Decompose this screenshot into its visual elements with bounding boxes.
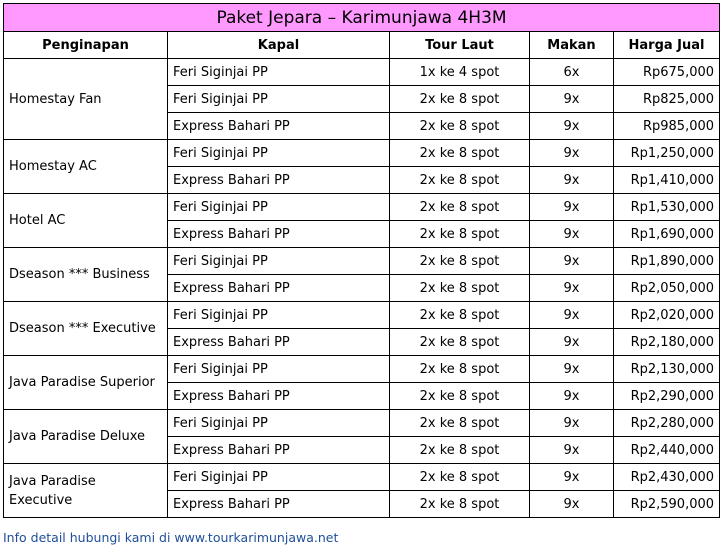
- header-kapal: Kapal: [168, 32, 390, 59]
- price-table: [3, 3, 720, 518]
- cell-tour-laut: 2x ke 8 spot: [390, 113, 530, 140]
- cell-kapal: Feri Siginjai PP: [168, 248, 390, 275]
- cell-tour-laut: 2x ke 8 spot: [390, 221, 530, 248]
- cell-tour-laut: 2x ke 8 spot: [390, 140, 530, 167]
- cell-tour-laut: 2x ke 8 spot: [390, 167, 530, 194]
- cell-kapal: Feri Siginjai PP: [168, 464, 390, 491]
- cell-kapal: Feri Siginjai PP: [168, 356, 390, 383]
- cell-harga-jual: Rp1,410,000: [614, 167, 720, 194]
- table-body: [4, 59, 720, 518]
- table-row: [4, 248, 720, 275]
- cell-kapal: Express Bahari PP: [168, 167, 390, 194]
- price-table-container: [3, 3, 719, 518]
- cell-harga-jual: Rp2,020,000: [614, 302, 720, 329]
- cell-penginapan: Hotel AC: [4, 194, 168, 248]
- cell-harga-jual: Rp675,000: [614, 59, 720, 86]
- table-row: [4, 194, 720, 221]
- cell-kapal: Feri Siginjai PP: [168, 59, 390, 86]
- cell-harga-jual: Rp2,290,000: [614, 383, 720, 410]
- cell-makan: 9x: [530, 383, 614, 410]
- header-penginapan: Penginapan: [4, 32, 168, 59]
- table-title: Paket Jepara – Karimunjawa 4H3M: [4, 4, 720, 32]
- table-row: [4, 356, 720, 383]
- cell-makan: 6x: [530, 59, 614, 86]
- cell-harga-jual: Rp825,000: [614, 86, 720, 113]
- cell-kapal: Feri Siginjai PP: [168, 86, 390, 113]
- cell-kapal: Express Bahari PP: [168, 437, 390, 464]
- cell-tour-laut: 2x ke 8 spot: [390, 329, 530, 356]
- cell-tour-laut: 2x ke 8 spot: [390, 275, 530, 302]
- table-row: [4, 140, 720, 167]
- cell-kapal: Express Bahari PP: [168, 329, 390, 356]
- cell-makan: 9x: [530, 302, 614, 329]
- cell-makan: 9x: [530, 356, 614, 383]
- cell-harga-jual: Rp2,180,000: [614, 329, 720, 356]
- cell-kapal: Feri Siginjai PP: [168, 302, 390, 329]
- cell-kapal: Express Bahari PP: [168, 383, 390, 410]
- cell-makan: 9x: [530, 86, 614, 113]
- cell-kapal: Feri Siginjai PP: [168, 140, 390, 167]
- cell-harga-jual: Rp2,590,000: [614, 491, 720, 518]
- footer-contact-info: Info detail hubungi kami di www.tourkarimunjawa.net: [3, 530, 339, 545]
- cell-penginapan: Dseason *** Business: [4, 248, 168, 302]
- table-row: [4, 59, 720, 86]
- cell-harga-jual: Rp2,280,000: [614, 410, 720, 437]
- cell-harga-jual: Rp1,690,000: [614, 221, 720, 248]
- cell-harga-jual: Rp1,530,000: [614, 194, 720, 221]
- cell-makan: 9x: [530, 329, 614, 356]
- cell-tour-laut: 2x ke 8 spot: [390, 383, 530, 410]
- cell-penginapan: Java Paradise Deluxe: [4, 410, 168, 464]
- cell-harga-jual: Rp2,430,000: [614, 464, 720, 491]
- cell-harga-jual: Rp2,050,000: [614, 275, 720, 302]
- cell-penginapan: Homestay Fan: [4, 59, 168, 140]
- cell-makan: 9x: [530, 275, 614, 302]
- cell-penginapan: Dseason *** Executive: [4, 302, 168, 356]
- cell-kapal: Feri Siginjai PP: [168, 410, 390, 437]
- cell-tour-laut: 2x ke 8 spot: [390, 410, 530, 437]
- cell-harga-jual: Rp1,890,000: [614, 248, 720, 275]
- cell-makan: 9x: [530, 194, 614, 221]
- cell-kapal: Express Bahari PP: [168, 491, 390, 518]
- cell-kapal: Express Bahari PP: [168, 275, 390, 302]
- cell-makan: 9x: [530, 167, 614, 194]
- cell-tour-laut: 2x ke 8 spot: [390, 464, 530, 491]
- table-row: [4, 302, 720, 329]
- cell-kapal: Express Bahari PP: [168, 221, 390, 248]
- cell-penginapan: Java Paradise Executive: [4, 464, 168, 518]
- cell-makan: 9x: [530, 140, 614, 167]
- cell-kapal: Feri Siginjai PP: [168, 194, 390, 221]
- cell-tour-laut: 2x ke 8 spot: [390, 194, 530, 221]
- cell-tour-laut: 2x ke 8 spot: [390, 86, 530, 113]
- cell-makan: 9x: [530, 221, 614, 248]
- header-row: [4, 32, 720, 59]
- cell-makan: 9x: [530, 248, 614, 275]
- cell-makan: 9x: [530, 464, 614, 491]
- cell-kapal: Express Bahari PP: [168, 113, 390, 140]
- title-row: [4, 4, 720, 32]
- header-tour-laut: Tour Laut: [390, 32, 530, 59]
- header-makan: Makan: [530, 32, 614, 59]
- cell-harga-jual: Rp2,440,000: [614, 437, 720, 464]
- cell-tour-laut: 1x ke 4 spot: [390, 59, 530, 86]
- cell-penginapan: Homestay AC: [4, 140, 168, 194]
- cell-harga-jual: Rp1,250,000: [614, 140, 720, 167]
- cell-tour-laut: 2x ke 8 spot: [390, 302, 530, 329]
- cell-makan: 9x: [530, 491, 614, 518]
- cell-penginapan: Java Paradise Superior: [4, 356, 168, 410]
- table-row: [4, 410, 720, 437]
- cell-tour-laut: 2x ke 8 spot: [390, 437, 530, 464]
- cell-makan: 9x: [530, 410, 614, 437]
- cell-makan: 9x: [530, 437, 614, 464]
- cell-tour-laut: 2x ke 8 spot: [390, 356, 530, 383]
- cell-harga-jual: Rp2,130,000: [614, 356, 720, 383]
- table-row: [4, 464, 720, 491]
- cell-tour-laut: 2x ke 8 spot: [390, 491, 530, 518]
- cell-makan: 9x: [530, 113, 614, 140]
- header-harga-jual: Harga Jual: [614, 32, 720, 59]
- cell-tour-laut: 2x ke 8 spot: [390, 248, 530, 275]
- cell-harga-jual: Rp985,000: [614, 113, 720, 140]
